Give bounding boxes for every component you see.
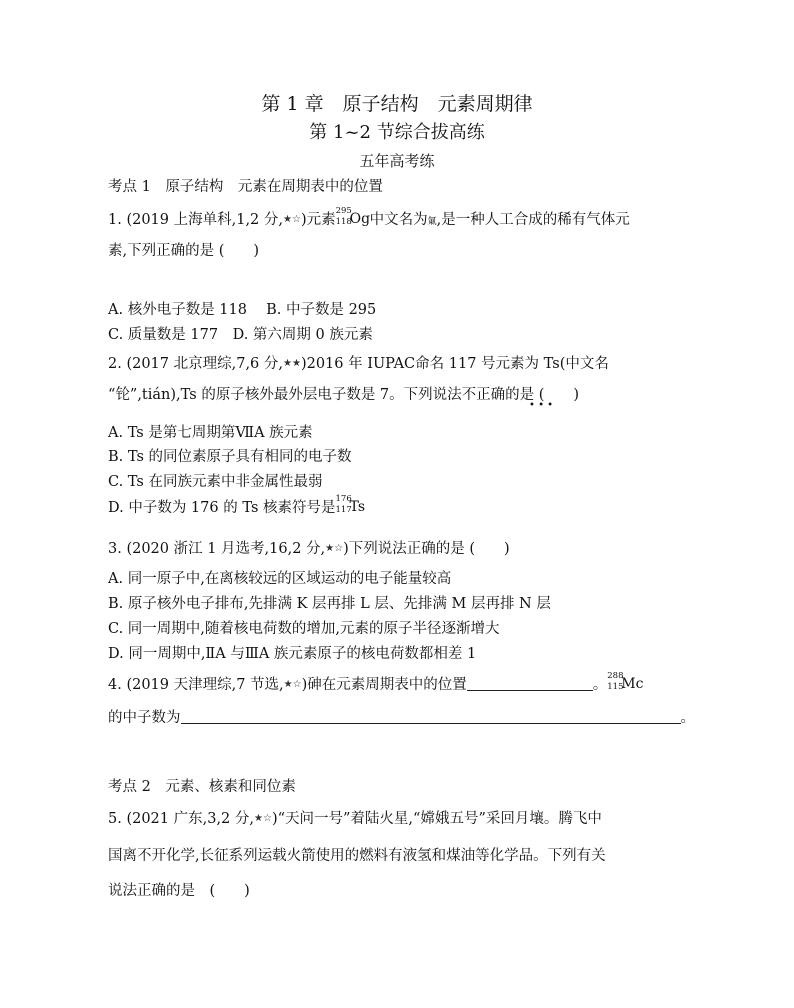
- q5-prefix: 5. (2021 广东,3,2 分,: [108, 811, 254, 827]
- isotope-symbol-mc: [607, 671, 644, 693]
- question-4-line-1: [108, 671, 644, 695]
- q2-rest: )2016 年 IUPAC命名 117 号元素为 Ts(中文名: [300, 356, 609, 372]
- question-3-option-c: C. 同一周期中,随着核电荷数的增加,元素的原子半径逐渐增大: [108, 621, 500, 637]
- topic-1-heading: 考点 1 原子结构 元素在周期表中的位置: [108, 179, 383, 195]
- q4-line-2-text: 的中子数为: [108, 710, 181, 726]
- q4-end: 。: [680, 710, 695, 726]
- question-4-line-2: [108, 708, 695, 728]
- question-1-line-1: [108, 206, 630, 232]
- emphasis-dots-icon: • • •: [529, 400, 554, 411]
- difficulty-stars-icon: ★★: [283, 358, 301, 369]
- question-2-line-2: “𬬭”,tián),Ts 的原子核外最外层电子数是 7。下列说法不正确的是 ( ): [108, 387, 580, 403]
- question-5-line-2: 国离不开化学,长征系列运载火箭使用的燃料有液氢和煤油等化学品。下列有关: [108, 848, 606, 864]
- chapter-title: 第 1 章 原子结构 元素周期律: [261, 93, 533, 115]
- answer-blank-2[interactable]: [181, 709, 681, 724]
- question-5-line-3: 说法正确的是 ( ): [108, 883, 250, 899]
- q2-option-d-text: D. 中子数为 176 的 Ts 核素符号是: [108, 500, 336, 516]
- isotope-symbol-ts: [335, 494, 370, 516]
- q3-rest: )下列说法正确的是 ( ): [343, 541, 510, 557]
- question-3-option-d: D. 同一周期中,ⅡA 与ⅢA 族元素原子的核电荷数都相差 1: [108, 646, 477, 662]
- isotope-symbol-og: [335, 206, 371, 228]
- question-2-line-1: [108, 354, 609, 374]
- section-title: 第 1~2 节综合拔高练: [309, 122, 485, 143]
- isotope-mass: 176: [335, 494, 352, 504]
- question-3-line-1: [108, 539, 510, 559]
- q1-rest: 中文名为: [369, 212, 428, 228]
- q4-period: 。: [592, 677, 608, 693]
- q1-mid: )元素: [300, 212, 336, 228]
- q1-prefix: 1. (2019 上海单科,1,2 分,: [108, 212, 283, 228]
- difficulty-stars-icon: ★☆: [283, 214, 301, 225]
- question-3-option-a: A. 同一原子中,在离核较远的区域运动的电子能量较高: [108, 571, 452, 587]
- question-3-option-b: B. 原子核外电子排布,先排满 K 层再排 L 层、先排满 M 层再排 N 层: [108, 596, 551, 612]
- isotope-element: Og: [349, 211, 371, 227]
- q4-prefix: 4. (2019 天津理综,7 节选,: [108, 677, 284, 693]
- isotope-element: Mc: [621, 676, 644, 692]
- question-1-line-2: 素,下列正确的是 ( ): [108, 243, 260, 259]
- answer-blank-1[interactable]: [467, 676, 593, 691]
- element-chinese-name: 氭: [427, 217, 437, 227]
- difficulty-stars-icon: ★☆: [325, 543, 344, 554]
- difficulty-stars-icon: ★☆: [283, 679, 302, 690]
- q1-tail: ,是一种人工合成的稀有气体元: [436, 212, 630, 228]
- question-2-option-d: [108, 494, 370, 518]
- question-1-option-ab: A. 核外电子数是 118 B. 中子数是 295: [108, 302, 377, 318]
- q5-rest: )“天问一号”着陆火星,“嫦娥五号”采回月壤。腾飞中: [271, 811, 602, 827]
- question-2-option-c: C. Ts 在同族元素中非金属性最弱: [108, 474, 323, 490]
- question-1-option-cd: C. 质量数是 177 D. 第六周期 0 族元素: [108, 327, 373, 343]
- isotope-atomic-number: 118: [335, 217, 352, 227]
- isotope-atomic-number: 115: [607, 682, 624, 692]
- q2-prefix: 2. (2017 北京理综,7,6 分,: [108, 356, 283, 372]
- isotope-atomic-number: 117: [335, 505, 352, 515]
- isotope-mass: 288: [607, 671, 624, 681]
- question-5-line-1: [108, 809, 602, 829]
- topic-2-heading: 考点 2 元素、核素和同位素: [108, 779, 296, 795]
- isotope-mass: 295: [335, 206, 352, 216]
- question-2-option-a: A. Ts 是第七周期第ⅦA 族元素: [108, 425, 313, 441]
- isotope-element: Ts: [349, 499, 366, 515]
- subtitle: 五年高考练: [359, 152, 435, 170]
- difficulty-stars-icon: ★☆: [254, 813, 272, 824]
- q4-rest: )砷在元素周期表中的位置: [301, 677, 467, 693]
- q3-prefix: 3. (2020 浙江 1 月选考,16,2 分,: [108, 541, 326, 557]
- question-2-option-b: B. Ts 的同位素原子具有相同的电子数: [108, 449, 352, 465]
